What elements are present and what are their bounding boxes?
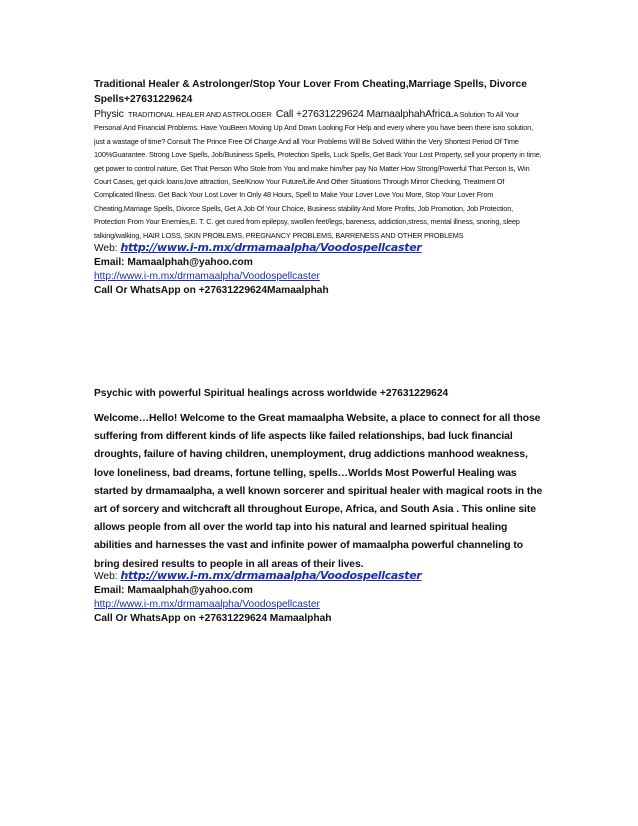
email-line: Email: Mamaalphah@yahoo.com <box>94 585 253 596</box>
email-line: Email: Mamaalphah@yahoo.com <box>94 257 253 269</box>
web-line <box>94 569 544 584</box>
call-line: Call Or WhatsApp on +27631229624 Mamaalphah <box>94 613 332 624</box>
contact-block-2 <box>94 569 544 626</box>
web-link[interactable]: http://www.i-m.mx/drmamaalpha/Voodospellcaster <box>120 569 422 582</box>
healer-label: TRADITIONAL HEALER AND ASTROLOGER <box>128 110 272 119</box>
web-label: Web: <box>94 243 121 255</box>
site-link[interactable]: http://www.i-m.mx/drmamaalpha/Voodospellcaster <box>94 271 320 283</box>
site-link[interactable]: http://www.i-m.mx/drmamaalpha/Voodospellcaster <box>94 599 320 610</box>
physic-label: Physic <box>94 109 124 120</box>
section-heading: Psychic with powerful Spiritual healings across worldwide +27631229624 <box>94 388 449 399</box>
body-paragraph: Welcome…Hello! Welcome to the Great mamaalpha Website, a place to connect for all those suffering from different kinds of life aspects like failed relationships, bad luck financial droughts, failure of having children, unemployment, drug addictions manhood weakness, love loneliness, bad dreams, fortune telling, spells…Worlds Most Powerful Healing was started by drmamaalpha, a well known sorcerer and spiritual healer with magical roots in the art of sorcery and witchcraft all throughout Europe, Africa, and South Asia . This online site allows people from all over the world tap into his natural and learned spiritual healing abilities and harnesses the vast and infinite power of mamaalpha powerful channeling to bring desired results to people in all areas of their lives. <box>94 413 543 570</box>
call-label: Call +27631229624 MamaalphahAfrica. <box>275 109 454 120</box>
web-line <box>94 241 544 256</box>
listing-block-1 <box>94 77 544 298</box>
listing-description <box>94 107 544 241</box>
web-link[interactable]: http://www.i-m.mx/drmamaalpha/Voodospellcaster <box>120 241 422 255</box>
call-line: Call Or WhatsApp on +27631229624Mamaalphah <box>94 285 329 297</box>
web-label: Web: <box>94 571 121 582</box>
services-text: A Solution To All Your Personal And Financial Problems. Have YouBeen Moving Up And Down Looking For Help and every where you have been there isno solution, just a wastage of time? Consult The Prince Free Of Charge And all Your Problems Will Be Solved Within the Very Shortest Period Of Time 100%Guarantee. Strong Love Spells, Job/Business Spells, Protection Spells, Luck Spells, Get Back Your Lost Property, sell your property in time, get power to control nature, Get That Person Who Stole from You and make him/her pay No Matter How Strong/Powerful That Person Is, Win Court Cases, get quick loans,love attraction, See/Know Your Future/Life And Other Situations Through Mirror Checking, Treatment Of Complicated Illness. Get Back Your Lost Lover In Only 48 Hours, Spell to Make Your Lover Love You More, Stop Your Lover From Cheating,Marriage Spells, Divorce Spells, Get A Job Of Your Choice, Business stability And More Profits, Job Promotion, Job Protection, Protection From Your Enemies,E. T. C. get cured from epilepsy, swollen feet/legs, bareness, addiction,stress, mental illness, snoring, sleep talking/walking, HAIR LOSS, SKIN PROBLEMS, PREGNANCY PROBLEMS, BARRENESS AND OTHER PROBLEMS <box>94 110 542 240</box>
listing-title: Traditional Healer & Astrolonger/Stop Your Lover From Cheating,Marriage Spells, Divorce Spells+27631229624 <box>94 79 527 105</box>
